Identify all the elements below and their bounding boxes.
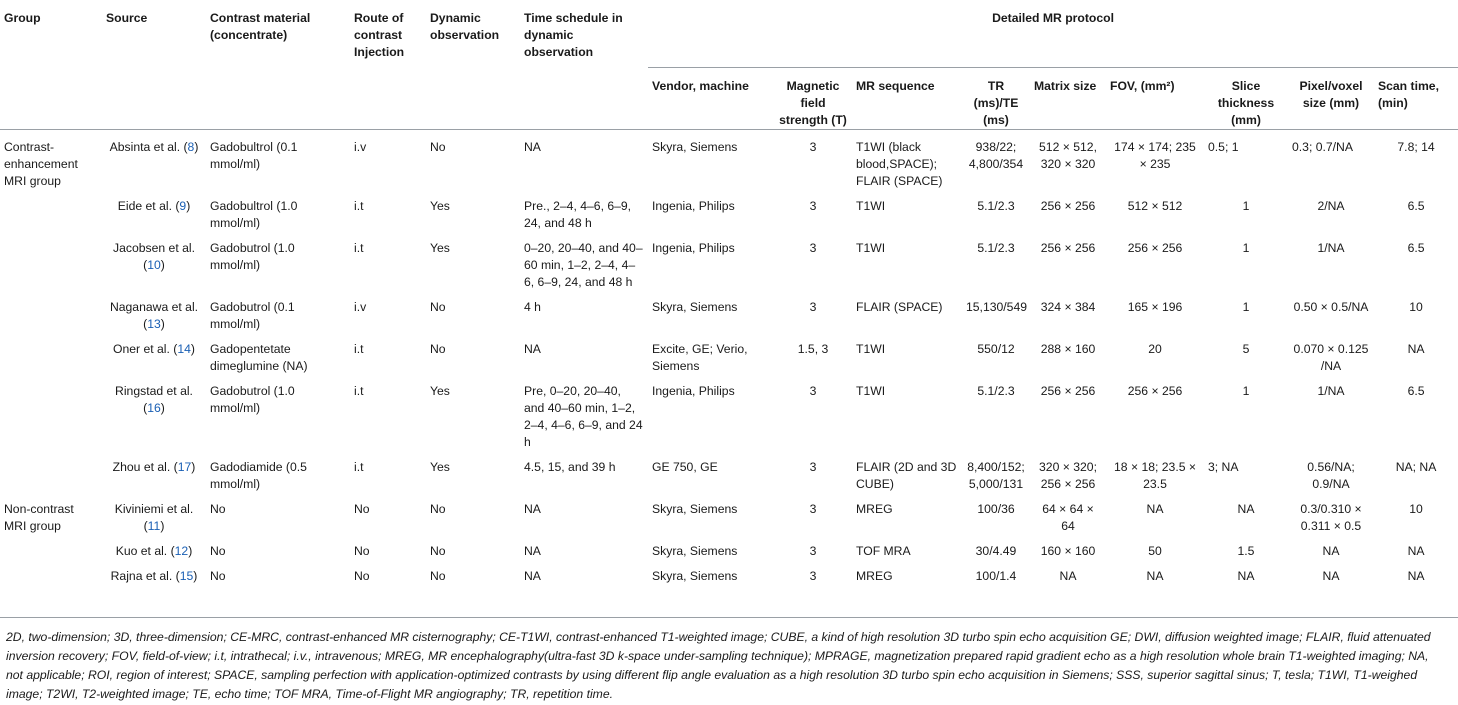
- contrast-cell: Gadopentetate dimeglumine (NA): [210, 342, 308, 373]
- schedule-cell: NA: [524, 544, 541, 558]
- scantime-cell: 10: [1409, 300, 1423, 314]
- fov-cell: NA: [1146, 502, 1164, 516]
- route-cell: i.v: [354, 300, 367, 314]
- contrast-cell: No: [210, 502, 226, 516]
- source-cell: Oner et al. (14): [113, 342, 195, 356]
- trte-cell: 8,400/152; 5,000/131: [967, 460, 1025, 491]
- vendor-cell: Ingenia, Philips: [652, 241, 735, 255]
- header-slice-thickness: Slice thickness (mm): [1204, 68, 1288, 130]
- sequence-cell: T1WI (black blood,SPACE); FLAIR (SPACE): [856, 140, 943, 188]
- dynamic-cell: No: [430, 342, 446, 356]
- header-matrix-size: Matrix size: [1030, 68, 1106, 130]
- slice-cell: 0.5; 1: [1208, 140, 1239, 154]
- table-footnote: 2D, two-dimension; 3D, three-dimension; CE-MRC, contrast-enhanced MR cisternography; CE-T1WI, contrast-enhanced T1-weighted image; CUBE, a kind of high resolution 3D turbo spin echo acquisition GE; DWI, diffusion weighted image; FLAIR, fluid attenuated inversion recovery; FOV, field-of-view; i.t, intrathecal; i.v., intravenous; MREG, MR encephalography(ultra-fast 3D k-space under-sampling technique); MPRAGE, magnetization prepared rapid gradient echo as a high resolution whole brain T1-weighted imaging; NA, not applicable; ROI, region of interest; SPACE, sampling perfection with application-optimized contrasts by using different flip angle evaluation as a high resolution 3D turbo spin echo acquisition in Siemens; SSS, superior sagittal sinus; T, tesla; T1WI, T1-weighed image; T2WI, T2-weighted image; TE, echo time; TOF MRA, Time-of-Flight MR angiography; TR, repetition time.: [6, 630, 1431, 701]
- table-row: [0, 232, 1458, 291]
- pixel-cell: 0.56/NA; 0.9/NA: [1307, 460, 1355, 491]
- table-row: [0, 375, 1458, 451]
- reference-link[interactable]: 16: [147, 401, 161, 415]
- header-detailed-mr-protocol: Detailed MR protocol: [648, 0, 1458, 68]
- source-cell: Kuo et al. (12): [115, 544, 193, 558]
- matrix-cell: 320 × 320; 256 × 256: [1039, 460, 1097, 491]
- slice-cell: 1: [1242, 199, 1250, 213]
- header-contrast-material: Contrast material (concentrate): [206, 0, 350, 130]
- schedule-cell: 4.5, 15, and 39 h: [524, 460, 616, 474]
- sequence-cell: MREG: [856, 569, 893, 583]
- fov-cell: 20: [1148, 342, 1162, 356]
- header-vendor: Vendor, machine: [648, 68, 774, 130]
- fov-cell: 256 × 256: [1127, 384, 1183, 398]
- reference-link[interactable]: 9: [179, 199, 187, 213]
- table-row: [0, 451, 1458, 493]
- trte-cell: 938/22; 4,800/354: [968, 140, 1024, 171]
- matrix-cell: 64 × 64 × 64: [1042, 502, 1094, 533]
- slice-cell: 1: [1242, 300, 1250, 314]
- route-cell: No: [354, 544, 370, 558]
- contrast-cell: Gadobultrol (1.0 mmol/ml): [210, 199, 298, 230]
- header-dynamic-observation: Dynamic observation: [426, 0, 520, 130]
- field-cell: 3: [809, 569, 817, 583]
- fov-cell: 50: [1148, 544, 1162, 558]
- vendor-cell: Excite, GE; Verio, Siemens: [652, 342, 748, 373]
- header-time-schedule: Time schedule in dynamic observation: [520, 0, 648, 130]
- matrix-cell: 256 × 256: [1040, 384, 1096, 398]
- slice-cell: 5: [1242, 342, 1250, 356]
- contrast-cell: Gadobutrol (1.0 mmol/ml): [210, 241, 295, 272]
- route-cell: No: [354, 569, 370, 583]
- schedule-cell: NA: [524, 342, 541, 356]
- dynamic-cell: No: [430, 502, 446, 516]
- reference-link[interactable]: 8: [187, 140, 195, 154]
- reference-link[interactable]: 17: [177, 460, 192, 474]
- dynamic-cell: No: [430, 140, 446, 154]
- reference-link[interactable]: 10: [147, 258, 161, 272]
- reference-link[interactable]: 12: [174, 544, 189, 558]
- header-group: Group: [0, 0, 102, 130]
- pixel-cell: 0.070 × 0.125 /NA: [1293, 342, 1369, 373]
- table-bottom-rule: [0, 617, 1458, 618]
- slice-cell: 1.5: [1237, 544, 1255, 558]
- dynamic-cell: Yes: [430, 460, 450, 474]
- vendor-cell: Skyra, Siemens: [652, 544, 738, 558]
- sequence-cell: T1WI: [856, 241, 886, 255]
- source-cell: Eide et al. (9): [117, 199, 191, 213]
- table-row: [0, 190, 1458, 232]
- route-cell: i.v: [354, 140, 367, 154]
- trte-cell: 5.1/2.3: [977, 384, 1015, 398]
- matrix-cell: 160 × 160: [1040, 544, 1096, 558]
- route-cell: i.t: [354, 199, 364, 213]
- header-fov: FOV, (mm²): [1106, 68, 1204, 130]
- matrix-cell: 288 × 160: [1040, 342, 1096, 356]
- matrix-cell: 512 × 512, 320 × 320: [1039, 140, 1097, 171]
- scantime-cell: 6.5: [1407, 199, 1425, 213]
- sequence-cell: T1WI: [856, 384, 886, 398]
- header-source: Source: [102, 0, 206, 130]
- vendor-cell: Skyra, Siemens: [652, 569, 738, 583]
- route-cell: No: [354, 502, 370, 516]
- schedule-cell: Pre., 2–4, 4–6, 6–9, 24, and 48 h: [524, 199, 632, 230]
- reference-link[interactable]: 15: [179, 569, 194, 583]
- contrast-cell: Gadodiamide (0.5 mmol/ml): [210, 460, 307, 491]
- contrast-cell: Gadobutrol (0.1 mmol/ml): [210, 300, 295, 331]
- group-label-contrast: Contrast-enhancement MRI group: [4, 140, 78, 188]
- sequence-cell: TOF MRA: [856, 544, 911, 558]
- slice-cell: NA: [1237, 569, 1255, 583]
- sequence-cell: MREG: [856, 502, 893, 516]
- slice-cell: 3; NA: [1208, 460, 1239, 474]
- sequence-cell: T1WI: [856, 199, 886, 213]
- trte-cell: 550/12: [977, 342, 1015, 356]
- matrix-cell: NA: [1059, 569, 1077, 583]
- scantime-cell: 6.5: [1407, 384, 1425, 398]
- schedule-cell: 4 h: [524, 300, 541, 314]
- dynamic-cell: No: [430, 569, 446, 583]
- scantime-cell: NA: [1407, 569, 1425, 583]
- pixel-cell: 0.3/0.310 × 0.311 × 0.5: [1300, 502, 1362, 533]
- field-cell: 3: [809, 384, 817, 398]
- sequence-cell: T1WI: [856, 342, 886, 356]
- group-label-non-contrast: Non-contrast MRI group: [4, 502, 74, 533]
- table-row: [0, 291, 1458, 333]
- trte-cell: 15,130/549: [966, 300, 1027, 314]
- header-field-strength: Magnetic field strength (T): [774, 68, 852, 130]
- field-cell: 1.5, 3: [797, 342, 829, 356]
- fov-cell: NA: [1146, 569, 1164, 583]
- trte-cell: 100/1.4: [975, 569, 1017, 583]
- header-mr-sequence: MR sequence: [852, 68, 962, 130]
- pixel-cell: 2/NA: [1317, 199, 1345, 213]
- source-cell: Ringstad et al. (16): [115, 384, 193, 415]
- table-row: [0, 130, 1458, 191]
- pixel-cell: NA: [1322, 569, 1340, 583]
- fov-cell: 512 × 512: [1127, 199, 1183, 213]
- contrast-cell: Gadobultrol (0.1 mmol/ml): [210, 140, 298, 171]
- trte-cell: 5.1/2.3: [977, 241, 1015, 255]
- source-cell: Zhou et al. (17): [112, 460, 196, 474]
- pixel-cell: 0.50 × 0.5/NA: [1293, 300, 1369, 314]
- reference-link[interactable]: 13: [147, 317, 161, 331]
- scantime-cell: 6.5: [1407, 241, 1425, 255]
- matrix-cell: 256 × 256: [1040, 241, 1096, 255]
- contrast-cell: Gadobutrol (1.0 mmol/ml): [210, 384, 295, 415]
- source-cell: Absinta et al. (8): [109, 140, 199, 154]
- field-cell: 3: [809, 199, 817, 213]
- route-cell: i.t: [354, 460, 364, 474]
- reference-link[interactable]: 11: [147, 519, 161, 533]
- source-cell: Kiviniemi et al. (11): [114, 502, 194, 533]
- sequence-cell: FLAIR (2D and 3D CUBE): [856, 460, 957, 491]
- vendor-cell: Ingenia, Philips: [652, 384, 735, 398]
- field-cell: 3: [809, 502, 817, 516]
- pixel-cell: 1/NA: [1317, 241, 1345, 255]
- source-cell: Jacobsen et al. (10): [113, 241, 195, 272]
- trte-cell: 30/4.49: [975, 544, 1017, 558]
- field-cell: 3: [809, 241, 817, 255]
- dynamic-cell: No: [430, 544, 446, 558]
- schedule-cell: NA: [524, 140, 541, 154]
- table-row: [0, 535, 1458, 560]
- vendor-cell: Skyra, Siemens: [652, 300, 738, 314]
- header-route: Route of contrast Injection: [350, 0, 426, 130]
- header-tr-te: TR (ms)/TE (ms): [962, 68, 1030, 130]
- reference-link[interactable]: 14: [177, 342, 191, 356]
- trte-cell: 5.1/2.3: [977, 199, 1015, 213]
- dynamic-cell: Yes: [430, 199, 450, 213]
- matrix-cell: 256 × 256: [1040, 199, 1096, 213]
- header-scan-time: Scan time, (min): [1374, 68, 1458, 130]
- source-cell: Naganawa et al. (13): [109, 300, 199, 331]
- slice-cell: NA: [1237, 502, 1255, 516]
- slice-cell: 1: [1242, 241, 1250, 255]
- route-cell: i.t: [354, 342, 364, 356]
- pixel-cell: NA: [1322, 544, 1340, 558]
- matrix-cell: 324 × 384: [1040, 300, 1096, 314]
- sequence-cell: FLAIR (SPACE): [856, 300, 943, 314]
- fov-cell: 165 × 196: [1127, 300, 1183, 314]
- dynamic-cell: No: [430, 300, 446, 314]
- source-cell: Rajna et al. (15): [110, 569, 198, 583]
- schedule-cell: NA: [524, 502, 541, 516]
- scantime-cell: 10: [1409, 502, 1423, 516]
- route-cell: i.t: [354, 241, 364, 255]
- table-row: [0, 333, 1458, 375]
- fov-cell: 174 × 174; 235 × 235: [1114, 140, 1196, 171]
- trte-cell: 100/36: [977, 502, 1015, 516]
- scantime-cell: NA; NA: [1395, 460, 1437, 474]
- table-row: [0, 560, 1458, 585]
- schedule-cell: Pre, 0–20, 20–40, and 40–60 min, 1–2, 2–4, 4–6, 6–9, and 24 h: [524, 384, 643, 449]
- fov-cell: 18 × 18; 23.5 × 23.5: [1114, 460, 1196, 491]
- contrast-cell: No: [210, 544, 226, 558]
- dynamic-cell: Yes: [430, 384, 450, 398]
- pixel-cell: 1/NA: [1317, 384, 1345, 398]
- dynamic-cell: Yes: [430, 241, 450, 255]
- scantime-cell: 7.8; 14: [1397, 140, 1435, 154]
- table-row: [0, 493, 1458, 535]
- vendor-cell: Skyra, Siemens: [652, 502, 738, 516]
- header-pixel-size: Pixel/voxel size (mm): [1288, 68, 1374, 130]
- schedule-cell: 0–20, 20–40, and 40–60 min, 1–2, 2–4, 4–6, 6–9, 24, and 48 h: [524, 241, 643, 289]
- contrast-cell: No: [210, 569, 226, 583]
- route-cell: i.t: [354, 384, 364, 398]
- pixel-cell: 0.3; 0.7/NA: [1292, 140, 1353, 154]
- slice-cell: 1: [1242, 384, 1250, 398]
- field-cell: 3: [809, 544, 817, 558]
- scantime-cell: NA: [1407, 342, 1425, 356]
- field-cell: 3: [809, 460, 817, 474]
- field-cell: 3: [809, 140, 817, 154]
- scantime-cell: NA: [1407, 544, 1425, 558]
- fov-cell: 256 × 256: [1127, 241, 1183, 255]
- field-cell: 3: [809, 300, 817, 314]
- vendor-cell: Skyra, Siemens: [652, 140, 738, 154]
- vendor-cell: GE 750, GE: [652, 460, 718, 474]
- schedule-cell: NA: [524, 569, 541, 583]
- vendor-cell: Ingenia, Philips: [652, 199, 735, 213]
